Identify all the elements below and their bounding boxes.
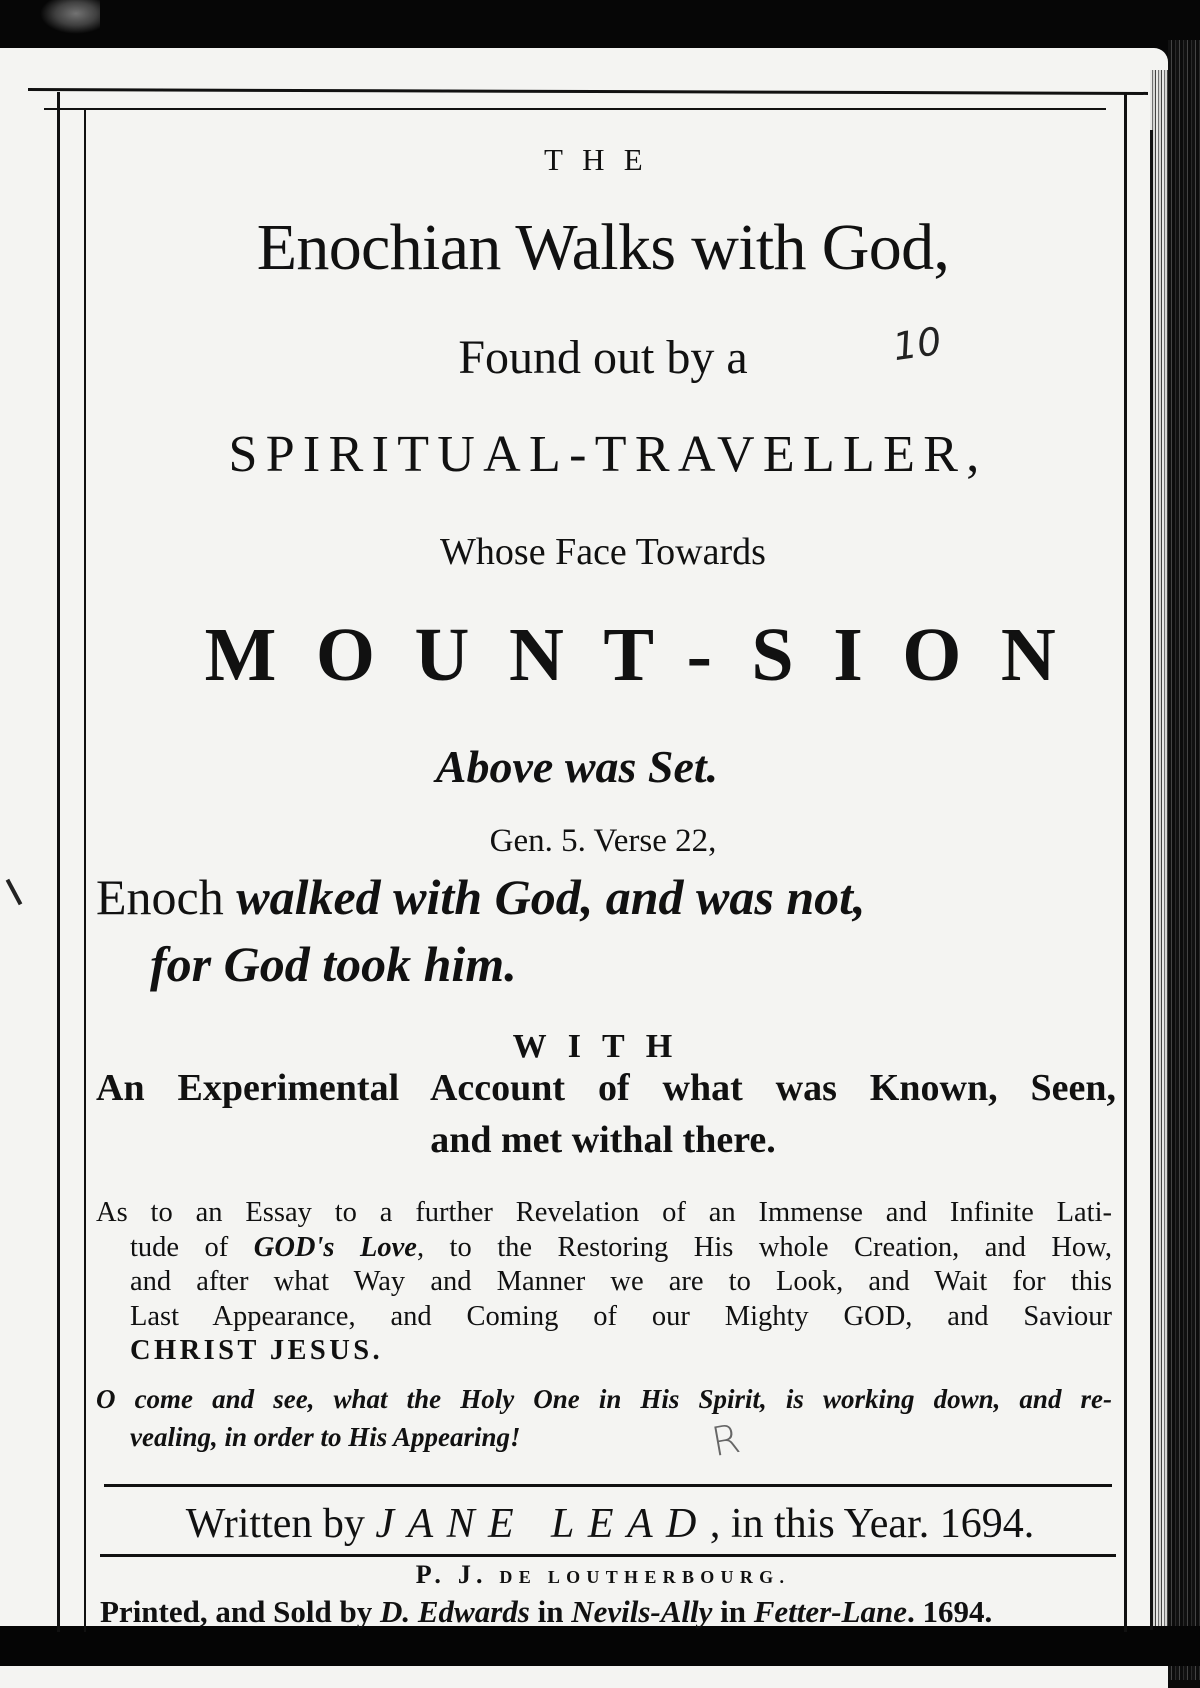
exhortation-line: vealing, in order to His Appearing! (130, 1422, 521, 1452)
imprint-in: in (529, 1594, 572, 1629)
subtitle-spiritual-traveller: SPIRITUAL-TRAVELLER, (228, 426, 988, 483)
essay-line: As to an Essay to a further Revelation of an Immense and Infinite Lati- (96, 1197, 1112, 1228)
scan-bottom-border (0, 1626, 1200, 1666)
ownership-stamp (86, 1560, 1120, 1590)
scripture-walked: walked with God, and was not, (236, 869, 866, 925)
essay-line: Last Appearance, and Coming of our Mighty GOD, and Saviour (130, 1300, 1112, 1332)
scan-smudge (40, 0, 100, 34)
handwritten-mark: R (708, 1415, 744, 1467)
author-name: JANE LEAD (375, 1501, 710, 1547)
main-title: Enochian Walks with God, (256, 211, 950, 284)
subtitle-found-out: Found out by a (458, 331, 748, 384)
subtitle-whose-face: Whose Face Towards (440, 531, 766, 573)
imprint-year: . 1694. (906, 1594, 993, 1629)
exhortation-paragraph (96, 1380, 1112, 1456)
imprint (100, 1594, 1120, 1630)
essay-line-prefix: tude of (130, 1231, 254, 1263)
imprint-lane: Fetter-Lane (753, 1594, 907, 1629)
title-article: THE (544, 142, 662, 177)
essay-line (96, 1231, 1112, 1266)
scan-top-border (0, 0, 1200, 50)
stamp-name: LOUTHERBOURG. (547, 1567, 791, 1587)
met-withal: and met withal there. (430, 1119, 776, 1161)
stamp-initials: P. J. (415, 1560, 500, 1589)
book-binding (1168, 40, 1200, 1680)
essay-line: and after what Way and Manner we are to Look, and Wait for this (130, 1266, 1112, 1297)
imprint-street: Nevils-Ally (571, 1594, 713, 1629)
exhortation-line: O come and see, what the Holy One in His Spirit, is working down, and re- (96, 1384, 1112, 1414)
written-by: Written by (185, 1501, 376, 1547)
subtitle-mount-sion: MOUNT-SION (204, 613, 1096, 697)
essay-line: CHRIST JESUS. (130, 1335, 384, 1366)
scripture-quote-line2: for God took him. (150, 936, 517, 992)
attribution-bottom-rule (100, 1554, 1116, 1557)
inner-right-rule (1124, 92, 1127, 1632)
subtitle-above-was-set: Above was Set. (435, 741, 719, 792)
handwritten-number: 10 (890, 318, 945, 370)
author-attribution (110, 1500, 1110, 1548)
scripture-quote-line1 (96, 868, 1116, 926)
year: , in this Year. 1694. (709, 1501, 1035, 1547)
attribution-top-rule (104, 1484, 1112, 1487)
scripture-reference: Gen. 5. Verse 22, (489, 823, 717, 859)
stamp-de: DE (499, 1567, 548, 1587)
inner-top-rule (44, 108, 1106, 110)
essay-paragraph (96, 1196, 1112, 1369)
with-heading: WITH (512, 1028, 694, 1065)
imprint-prefix: Printed, and Sold by (100, 1594, 380, 1629)
outer-right-rule (1150, 130, 1153, 1630)
essay-line-rest: , to the Restoring His whole Creation, and How, (416, 1231, 1113, 1263)
imprint-printer: D. Edwards (379, 1594, 530, 1629)
scripture-enoch: Enoch (96, 869, 237, 925)
outer-left-rule (57, 92, 60, 1632)
experimental-account: An Experimental Account of what was Known, Seen, (96, 1067, 1116, 1109)
gods-love: GOD's Love (253, 1231, 417, 1263)
imprint-in2: in (712, 1594, 754, 1629)
